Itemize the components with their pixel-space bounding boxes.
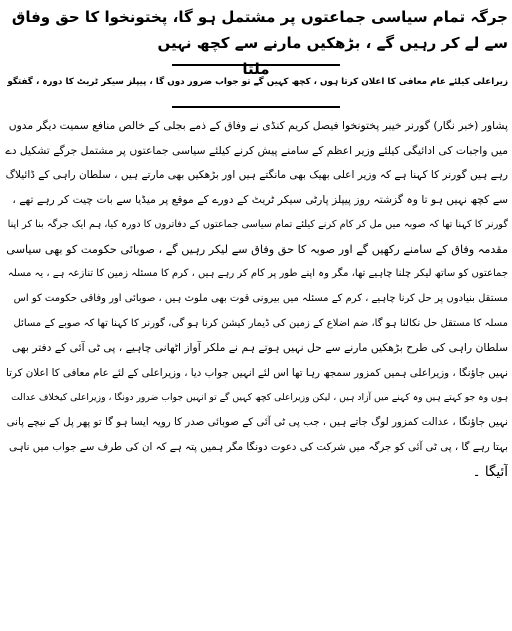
body-line: بہتا رہے گا ، پی ٹی آئی کو جرگہ میں شرکت کی دعوت دونگا مگر ہمیں پتہ ہے کہ ان کی طرف سے جواب میں ناہی [8, 441, 508, 454]
body-line: نہیں جاؤنگا ، عدالت کمزور لوگ جاتے ہیں ، جب پی ٹی آئی کے صوبائی صدر کا رویہ ایسا ہو گا تو پھر پل کے نیچے پانی [6, 416, 508, 429]
divider-bottom [172, 106, 340, 108]
article-body [4, 114, 508, 485]
body-line: مسلہ کا مستقل حل نکالنا ہو گا، ضم اضلاع کے زمین کی ڈیمار کیشن کرنا ہو گی، گورنر کا کہنا تھا کہ صوبے کے مسائل [13, 317, 508, 329]
body-line: گورنر کا کہنا تھا کہ صوبہ میں مل کر کام کرنے کیلئے تمام سیاسی جماعتوں کے دفاتروں کا دورہ کیا، ہم ایک جرگہ بنا کر اپنا [7, 218, 508, 230]
body-line: جماعتوں کو ساتھ لیکر چلنا چاہیے تھا، مگر وہ اپنے طور پر کام کر رہے ہیں ، کرم کا مسئلہ زمین کا تنازعہ ہے ، یہ مسلہ [7, 268, 508, 280]
body-line: مستقل بنیادوں پر حل کرنا چاہیے ، کرم کے مسئلہ میں بیرونی قوت بھی ملوث ہیں ، صوبائی اور وفاقی حکومت کو اس [13, 292, 508, 304]
body-line: رہے ہیں گورنر کا کہنا ہے کہ وزیر اعلی بھیک بھی مانگتے ہیں اور بڑھکیں بھی مارتے ہیں ، سلطان راہی کے ڈائیلاگ [5, 169, 508, 182]
headline-line-1: جرگہ تمام سیاسی جماعتوں پر مشتمل ہو گا، پختونخوا کا حق وفاق سے لے کر رہیں گے ، بڑھکیں مارنے سے کچھ نہیں [11, 8, 508, 52]
body-line: سلطان راہی کی طرح بڑھکیں مارنے سے حل نہیں ہوتے ہم نے ملکر آواز اٹھانی چاہیے ، پی ٹی آئی کے دفتر بھی [11, 341, 508, 355]
subheadline: زیراعلی کیلئے عام معافی کا اعلان کرتا ہوں ، کچھ کہیں گے تو جواب ضرور دوں گا ، پیپلز سیکر ٹریٹ کا دورہ ، گفتگو [7, 77, 508, 87]
divider-top [172, 64, 340, 66]
body-line: ہوں وہ جو کہتے ہیں وہ کہنے میں آزاد ہیں ، لیکن وزیراعلی کچھ کہیں گے تو انہیں جواب ضرور دونگا ، وزیراعلی کیخلاف عدالت [11, 391, 508, 403]
headline-line-2: ملتا [242, 60, 270, 78]
body-line: نہیں جاؤنگا ، وزیراعلی ہمیں کمزور سمجھ رہا تھا اس لئے انہیں جواب دیا ، وزیراعلی کے لئے عام معافی کا اعلان کرتا [6, 367, 508, 380]
body-line: میں واجبات کی ادائیگی کیلئے وزیر اعظم کے سامنے پیش کرنے کیلئے سیاسی جماعتوں پر مشتمل جرگے تشکیل دے [5, 143, 508, 157]
body-line: سے کچھ نہیں ہو تا وہ گزشتہ روز پیپلز پارٹی سیکر ٹریٹ کے دورے کے موقع پر میڈیا سے بات چیت کر رہے تھے ، [12, 193, 508, 207]
body-line: آئیگا ۔ [472, 463, 508, 480]
body-line: پشاور (خبر نگار) گورنر خیبر پختونخوا فیصل کریم کنڈی نے وفاق کے ذمے بجلی کے خالص منافع سمیت دیگر مدوں [8, 119, 508, 132]
body-line: مقدمہ وفاق کے سامنے رکھیں گے اور صوبہ کا حق وفاق سے لیکر رہیں گے ، صوبائی حکومت کو بھی سیاسی [6, 242, 508, 256]
